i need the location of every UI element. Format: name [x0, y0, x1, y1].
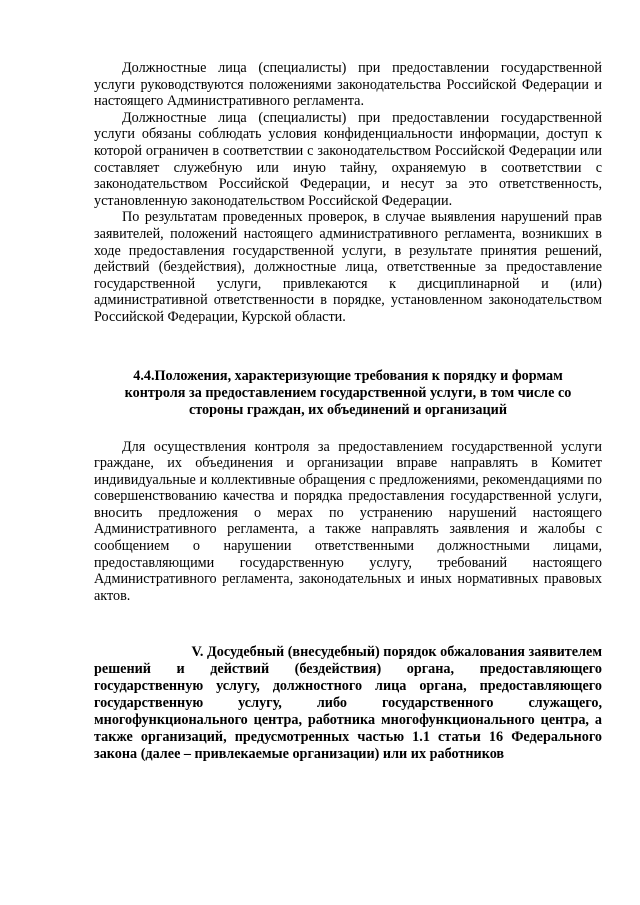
document-page [94, 60, 602, 763]
paragraph-confidentiality: Должностные лица (специалисты) при предоставлении государственной услуги обязаны соблюдать условия конфиденциальности информации, доступ к которой ограничен в соответствии с законодательством Российской Федерации или составляет служебную или иную тайну, охраняемую в соответствии с законодательством Российской Федерации, и несут за это ответственность, установленную законодательством Российской Федерации. [94, 109, 602, 209]
section-5-heading [94, 644, 602, 763]
section-5-heading-first-line: V. Досудебный (внесудебный) порядок обжалования заявителем [191, 644, 602, 661]
paragraph-officials-guided: Должностные лица (специалисты) при предоставлении государственной услуги руководствуются положениями законодательства Российской Федерации и настоящего Административного регламента. [94, 60, 602, 110]
paragraph-inspection-results: По результатам проведенных проверок, в случае выявления нарушений прав заявителей, положений настоящего административного регламента, возникших в ходе предоставления государственной услуги, в результате принятия решений, действий (бездействия), должностные лица, ответственные за предоставление государственной услуги, привлекаются к дисциплинарной и (или) административной ответственности в порядке, установленном законодательством Российской Федерации, Курской области. [94, 209, 602, 325]
section-4-4-heading: 4.4.Положения, характеризующие требования к порядку и формам контроля за предоставлением государственной услуги, в том числе со стороны граждан, их объединений и организаций [124, 367, 572, 418]
section-4-4-body: Для осуществления контроля за предоставлением государственной услуги граждане, их объединения и организации вправе направлять в Комитет индивидуальные и коллективные обращения с предложениями, рекомендациями по совершенствованию качества и порядка предоставления государственной услуги, вносить предложения о мерах по устранению нарушений настоящего Административного регламента, а также направлять заявления и жалобы с сообщением о нарушении ответственными должностными лицами, предоставляющими государственную услугу, требований настоящего Административного регламента, законодательных и иных нормативных правовых актов. [94, 438, 602, 604]
section-5-heading-rest: решений и действий (бездействия) органа, предоставляющего государственную услугу, должностного лица органа, предоставляющего государственную услугу, либо государственного служащего, многофункционального центра, работника многофункционального центра, а также организаций, предусмотренных частью 1.1 статьи 16 Федерального закона (далее – привлекаемые организации) или их работников [94, 661, 602, 763]
